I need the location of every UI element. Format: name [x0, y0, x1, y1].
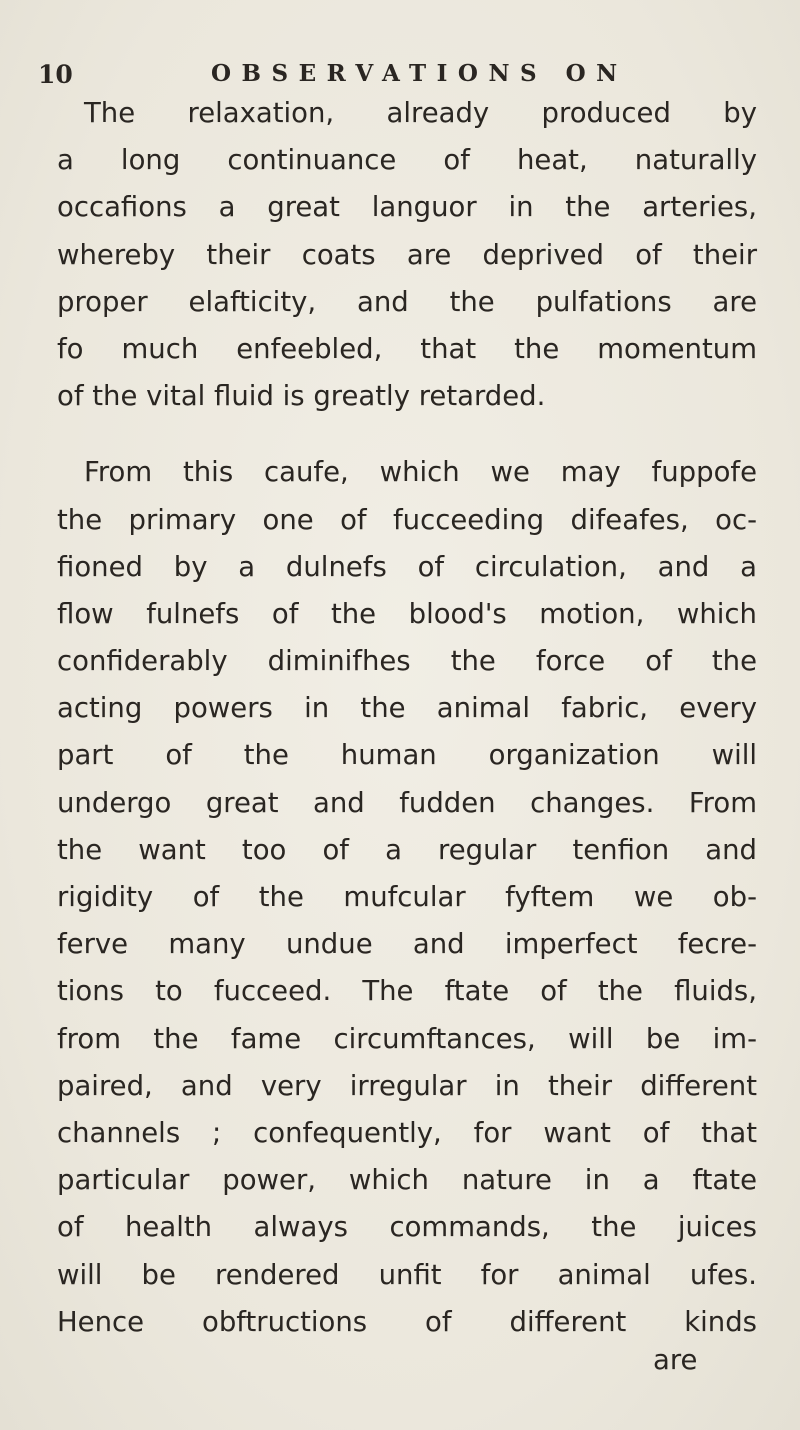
paragraph	[57, 449, 757, 1346]
catchword: are	[653, 1344, 698, 1376]
text-line: ferve many undue and imperfect fecre-	[57, 928, 757, 961]
text-line: of health always commands, the juices	[57, 1211, 757, 1244]
text-line: of the vital fluid is greatly retarded.	[57, 380, 546, 413]
text-line: tions to fucceed. The ftate of the fluids,	[57, 975, 757, 1008]
text-line: channels ; confequently, for want of that	[57, 1116, 757, 1149]
text-line: part of the human organization will	[57, 739, 757, 772]
text-line: paired, and very irregular in their different	[57, 1069, 757, 1102]
text-line: confiderably diminifhes the force of the	[57, 645, 757, 678]
text-line: from the fame circumftances, will be im-	[57, 1022, 757, 1055]
page-number: 10	[38, 60, 73, 89]
text-line: The relaxation, already produced by	[84, 97, 757, 129]
text-line: fioned by a dulnefs of circulation, and a	[57, 550, 757, 583]
text-line: rigidity of the mufcular fyftem we ob-	[57, 881, 757, 913]
text-line: the primary one of fucceeding difeafes, oc-	[57, 503, 757, 536]
text-line: acting powers in the animal fabric, every	[57, 692, 757, 725]
text-line: will be rendered unfit for animal ufes.	[57, 1258, 757, 1291]
text-line: occafions a great languor in the arteries,	[57, 191, 757, 224]
body-text	[57, 90, 757, 1346]
paragraph-gap	[57, 420, 757, 449]
text-line: the want too of a regular tenfion and	[57, 833, 757, 866]
text-line: particular power, which nature in a ftate	[57, 1164, 757, 1197]
text-line: Hence obftructions of different kinds	[57, 1305, 757, 1338]
text-line: From this caufe, which we may fuppofe	[84, 456, 757, 489]
text-line: a long continuance of heat, naturally	[57, 144, 757, 177]
paragraph	[57, 90, 757, 420]
text-line: flow fulnefs of the blood's motion, which	[57, 597, 757, 630]
text-line: proper elafticity, and the pulfations are	[57, 285, 757, 318]
text-line: whereby their coats are deprived of their	[57, 238, 757, 271]
text-line: fo much enfeebled, that the momentum	[57, 332, 757, 365]
running-head: OBSERVATIONS ON	[211, 60, 628, 87]
text-line: undergo great and fudden changes. From	[57, 786, 757, 819]
